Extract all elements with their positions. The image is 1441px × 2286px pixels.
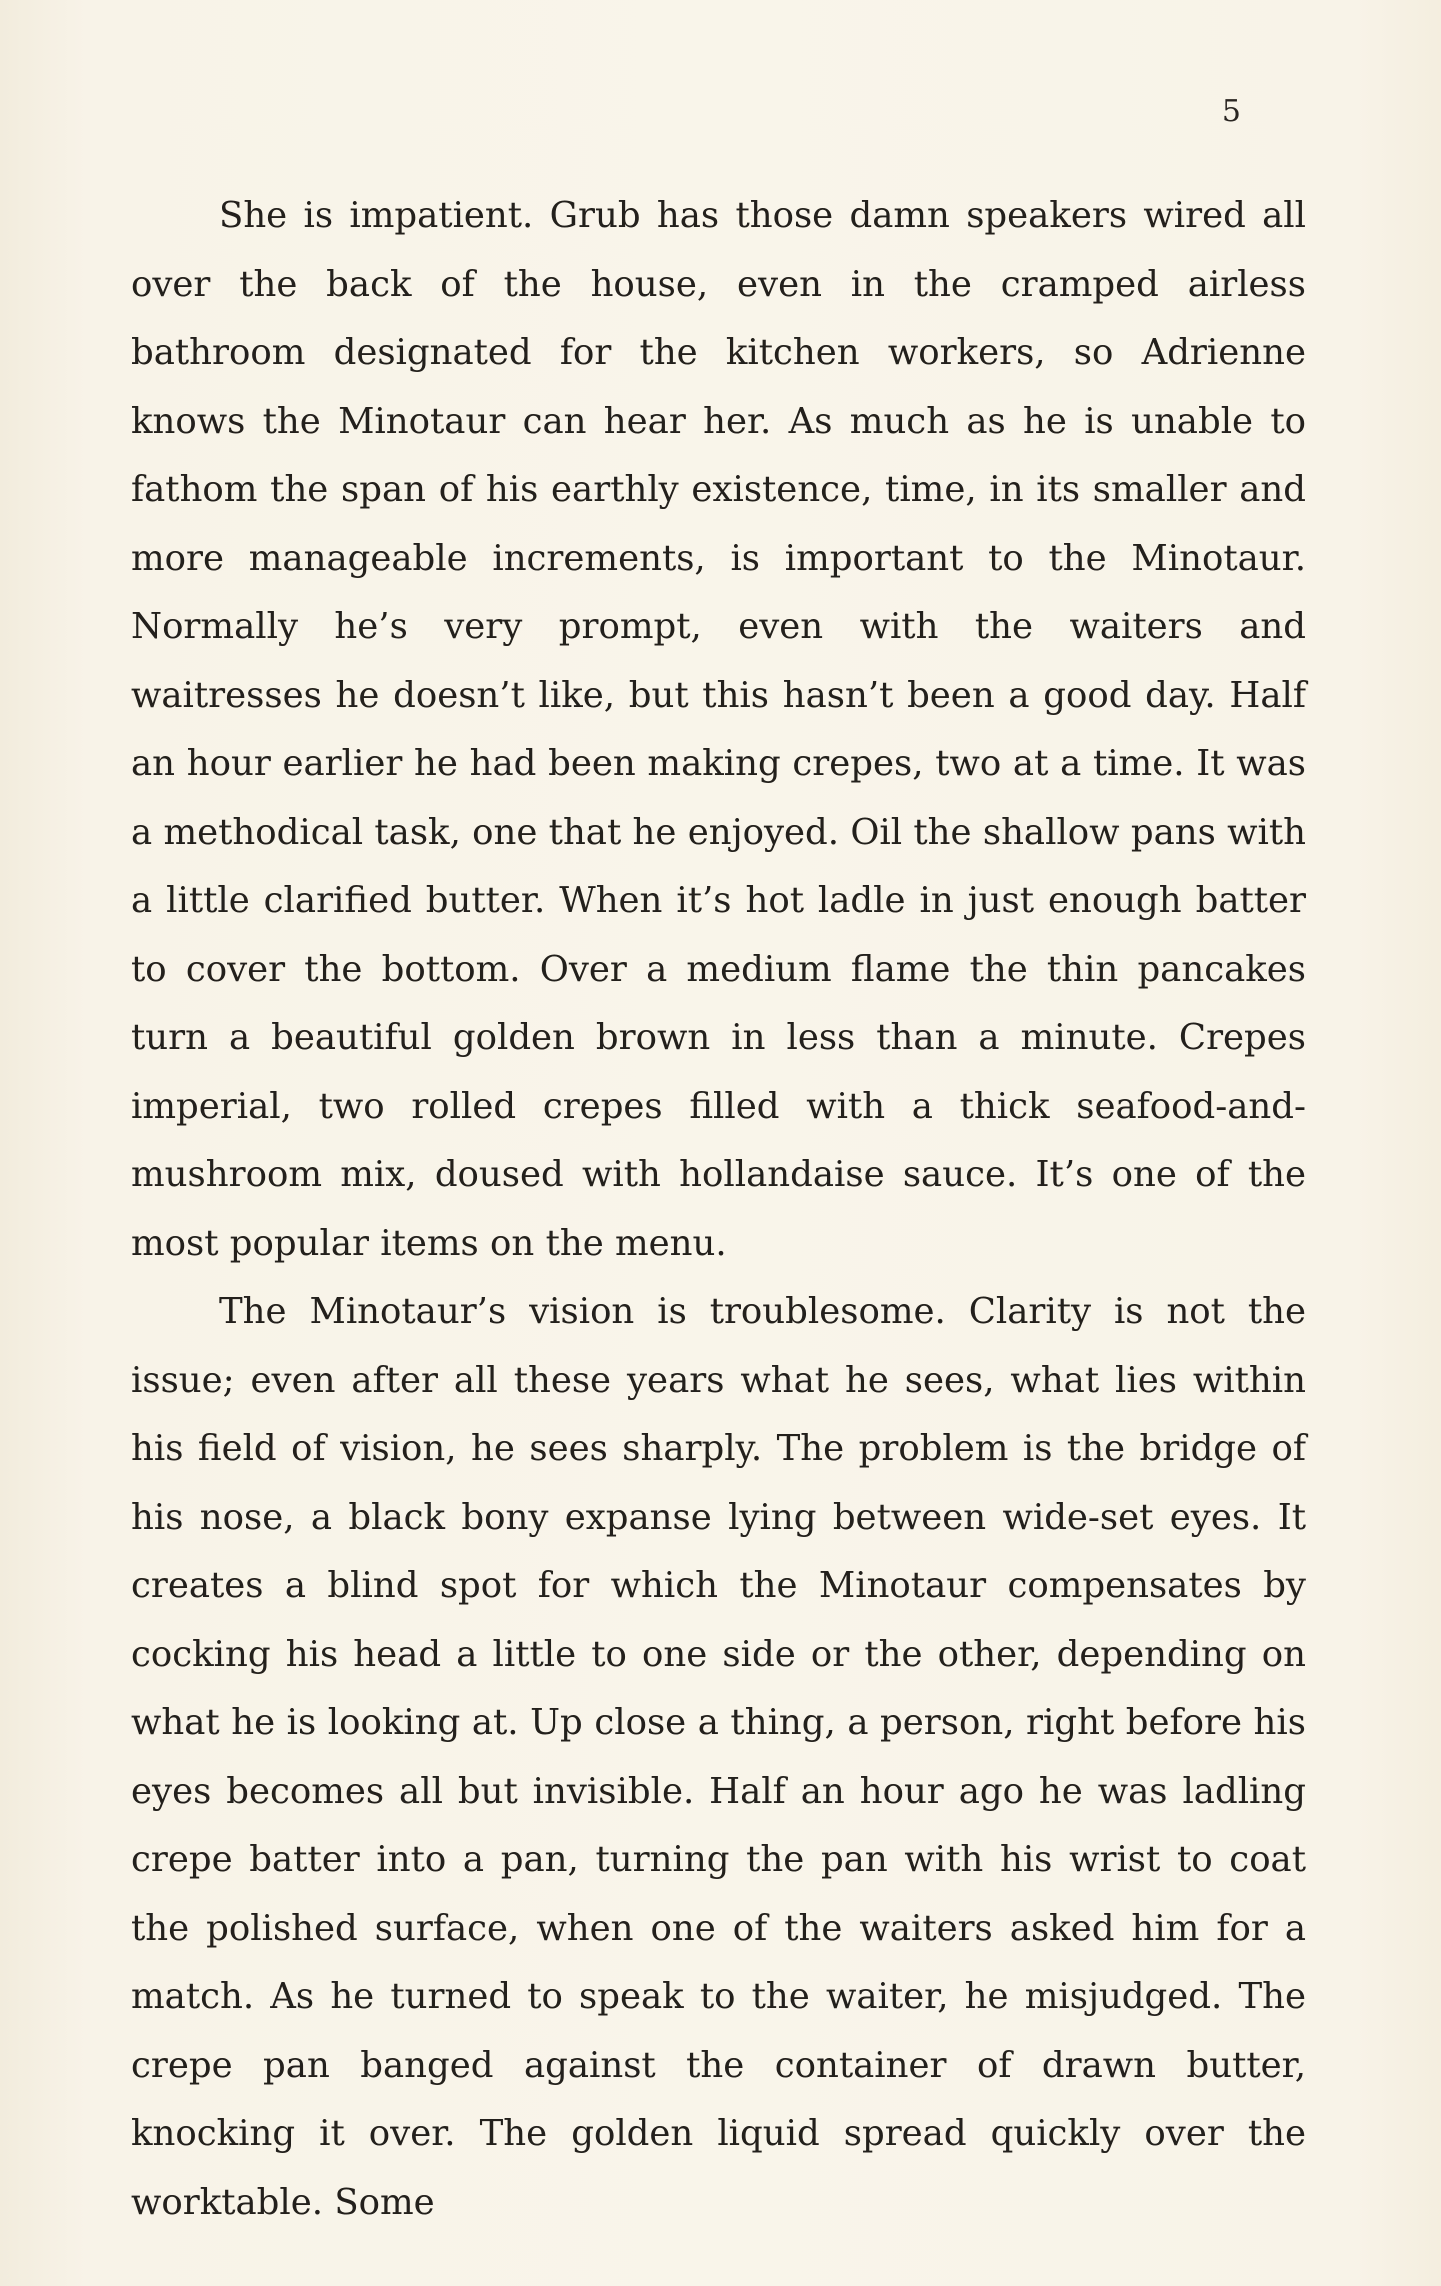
page-number: 5 — [1221, 94, 1241, 129]
paragraph-1: She is impatient. Grub has those damn speakers wired all over the back of the house, even in the cramped airless bathroom designated for the kitchen workers, so Adrienne knows the Minotaur can hear her. As much as he is unable to fathom the span of his earthly existence, time, in its smaller and more manageable increments, is important to the Minotaur. Normally he’s very prompt, even with the waiters and waitresses he doesn’t like, but this hasn’t been a good day. Half an hour earlier he had been making crepes, two at a time. It was a methodical task, one that he enjoyed. Oil the shallow pans with a little clarified butter. When it’s hot ladle in just enough batter to cover the bottom. Over a medium flame the thin pancakes turn a beautiful golden brown in less than a minute. Crepes imperial, two rolled crepes filled with a thick seafood-and-mushroom mix, doused with hollandaise sauce. It’s one of the most popular items on the menu. — [131, 195, 1306, 1264]
body-text — [131, 182, 1306, 2237]
paragraph-2: The Minotaur’s vision is troublesome. Clarity is not the issue; even after all these years what he sees, what lies within his field of vision, he sees sharply. The problem is the bridge of his nose, a black bony expanse lying between wide-set eyes. It creates a blind spot for which the Minotaur compensates by cocking his head a little to one side or the other, depending on what he is looking at. Up close a thing, a person, right before his eyes becomes all but invisible. Half an hour ago he was ladling crepe batter into a pan, turning the pan with his wrist to coat the polished surface, when one of the waiters asked him for a match. As he turned to speak to the waiter, he misjudged. The crepe pan banged against the container of drawn butter, knocking it over. The golden liquid spread quickly over the worktable. Some — [131, 1291, 1306, 2223]
